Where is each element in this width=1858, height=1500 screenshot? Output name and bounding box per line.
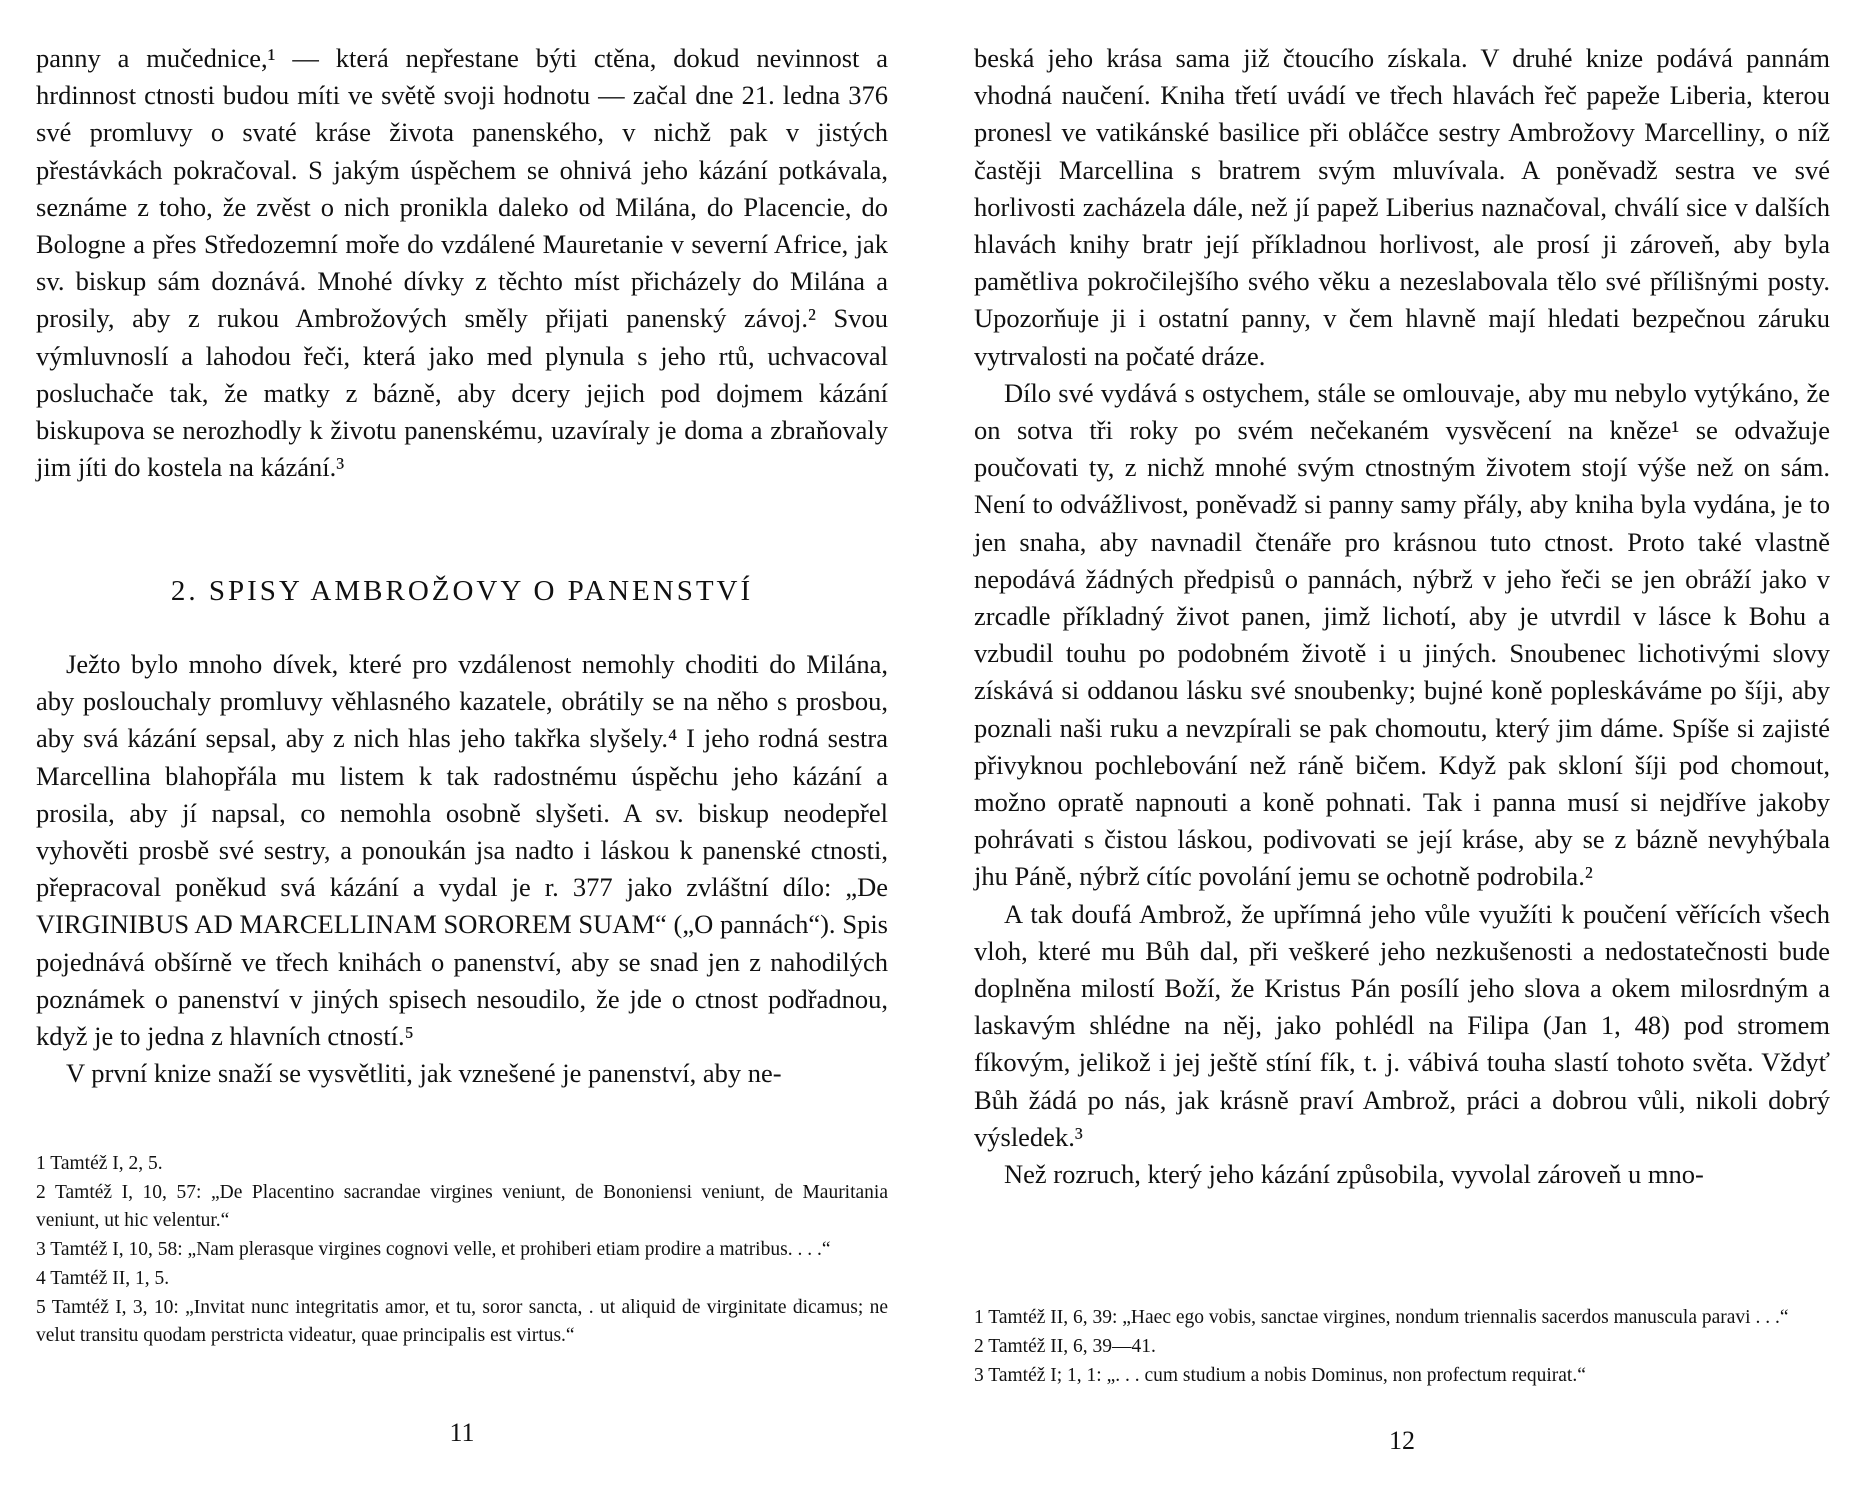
- footnote: 1 Tamtéž I, 2, 5.: [36, 1153, 163, 1174]
- right-page: [974, 0, 1830, 1500]
- left-footnotes: [36, 1150, 888, 1351]
- page-number: 11: [449, 1418, 475, 1447]
- page-number: 12: [1389, 1426, 1415, 1455]
- left-top-text: [36, 40, 888, 486]
- left-page: [36, 0, 888, 1500]
- paragraph: panny a mučednice,¹ — která nepřestane býti ctěna, dokud nevinnost a hrdinnost ctnosti budou míti ve světě svoji hodnotu — začal dne 21. ledna 376 své promluvy o svaté kráse života panenského, v nichž pak v jistých přestávkách pokračoval. S jakým úspěchem se ohnivá jeho kázání potkávala, seznáme z toho, že zvěst o nich pronikla daleko od Milána, do Placencie, do Bologne a přes Středozemní moře do vzdálené Mauretanie v severní Africe, jak sv. biskup sám doznává. Mnohé dívky z těchto míst přicházely do Milána a prosily, aby z rukou Ambrožových směly přijati panenský závoj.² Svou výmluvnoslí a lahodou řeči, která jako med plynula s jeho rtů, uchvacoval posluchače tak, že matky z bázně, aby dcery jejich pod dojmem kázání biskupova se nerozhodly k životu panenskému, uzavíraly je doma a zbraňovaly jim jíti do kostela na kázání.³: [36, 43, 888, 483]
- paragraph: Než rozruch, který jeho kázání způsobila, vyvolal zároveň u mno-: [1004, 1159, 1704, 1190]
- left-bottom-text: [36, 646, 888, 1092]
- footnote: 3 Tamtéž I, 10, 58: „Nam plerasque virgines cognovi velle, et prohiberi etiam prodire a matribus. . . .“: [36, 1239, 831, 1260]
- footnote: 4 Tamtéž II, 1, 5.: [36, 1268, 170, 1289]
- footnote: 5 Tamtéž I, 3, 10: „Invitat nunc integritatis amor, et tu, soror sancta, . ut aliquid de virginitate dicamus; ne velut transitu quodam perstricta videatur, quae principalis est virtus.“: [36, 1297, 888, 1346]
- footnote: 3 Tamtéž I; 1, 1: „. . . cum studium a nobis Dominus, non profectum requirat.“: [974, 1365, 1586, 1386]
- paragraph: V první knize snaží se vysvětliti, jak vznešené je panenství, aby ne-: [66, 1058, 782, 1089]
- right-footnotes: [974, 1304, 1830, 1391]
- paragraph: A tak doufá Ambrož, že upřímná jeho vůle využíti k poučení věřících všech vloh, které mu Bůh dal, při veškeré jeho nezkušenosti a nedostatečnosti bude doplněna milostí Boží, že Kristus Pán posílí jeho slova a okem milosrdným a laskavým shlédne na něj, jako pohlédl na Filipa (Jan 1, 48) pod stromem fíkovým, jelikož i jej ještě stíní fík, t. j. vábivá touha slastí tohoto světa. Vždyť Bůh žádá po nás, jak krásně praví Ambrož, práci a dobrou vůli, nikoli dobrý výsledek.³: [974, 898, 1830, 1152]
- footnote: 1 Tamtéž II, 6, 39: „Haec ego vobis, sanctae virgines, nondum triennalis sacerdos manuscula paravi . . .“: [974, 1307, 1789, 1328]
- footnote: 2 Tamtéž I, 10, 57: „De Placentino sacrandae virgines veniunt, de Bononiensi veniunt, de Mauritania veniunt, ut hic velentur.“: [36, 1182, 888, 1231]
- footnote: 2 Tamtéž II, 6, 39—41.: [974, 1336, 1156, 1357]
- paragraph: beská jeho krása sama již čtoucího získala. V druhé knize podává pannám vhodná naučení. Kniha třetí uvádí ve třech hlavách řeč papeže Liberia, kterou pronesl ve vatikánské basilice při obláčce sestry Ambrožovy Marcelliny, o níž častěji Marcellina s bratrem svým mluvívala. A poněvadž sestra ve své horlivosti zacházela dále, než jí papež Liberius naznačoval, chválí sice v dalších hlavách knihy bratr její příkladnou horlivost, ale prosí ji zároveň, aby byla pamětliva pokročilejšího svého věku a nezeslabovala tělo své přílišnými posty. Upozorňuje ji i ostatní panny, v čem hlavně mají hledati bezpečnou záruku vytrvalosti na počaté dráze.: [974, 43, 1830, 371]
- right-body-text: [974, 40, 1830, 1193]
- paragraph: Ježto bylo mnoho dívek, které pro vzdálenost nemohly choditi do Milána, aby poslouchaly promluvy věhlasného kazatele, obrátily se na něho s prosbou, aby svá kázání sepsal, aby z nich hlas jeho takřka slyšely.⁴ I jeho rodná sestra Marcellina blahopřála mu listem k tak radostnému úspěchu jeho kázání a prosila, aby jí napsal, co nemohla osobně slyšeti. A sv. biskup neodepřel vyhověti prosbě své sestry, a ponoukán jsa nadto i láskou k panenské ctnosti, přepracoval poněkud svá kázání a vydal je r. 377 jako zvláštní dílo: „De VIRGINIBUS AD MARCELLINAM SOROREM SUAM“ („O pannách“). Spis pojednává obšírně ve třech knihách o panenství, aby se snad jen z nahodilých poznámek o panenství v jiných spisech nesoudilo, že jde o ctnost podřadnou, když je to jedna z hlavních ctností.⁵: [36, 649, 888, 1052]
- section-heading: 2. SPISY AMBROŽOVY O PANENSTVÍ: [170, 575, 754, 607]
- paragraph: Dílo své vydává s ostychem, stále se omlouvaje, aby mu nebylo vytýkáno, že on sotva tři roky po svém nečekaném vysvěcení na kněze¹ se odvažuje poučovati ty, z nichž mnohé svým ctnostným životem stojí výše než on sám. Není to odvážlivost, poněvadž si panny samy přály, aby kniha byla vydána, je to jen snaha, aby navnadil čtenáře pro krásnou tuto ctnost. Proto také vlastně nepodává žádných předpisů o pannách, nýbrž v jeho řeči se jen obráží jako v zrcadle příkladný život panen, jimž lichotí, aby je utvrdil v lásce k Bohu a vzbudil touhu po podobném životě i u jiných. Snoubenec lichotivými slovy získává si oddanou lásku své snoubenky; bujné koně popleskáváme po šíji, aby poznali naši ruku a nevzpírali se pak chomoutu, který jim dáme. Spíše si zajisté přivyknou pochlebování než ráně bičem. Když pak skloní šíji pod chomout, možno opratě napnouti a koně pohnati. Tak i panna musí si nejdříve jakoby pohrávati s čistou láskou, podivovati se její kráse, aby se z bázně nevyhýbala jhu Páně, nýbrž cítíc povolání jemu se ochotně podrobila.²: [974, 377, 1830, 892]
